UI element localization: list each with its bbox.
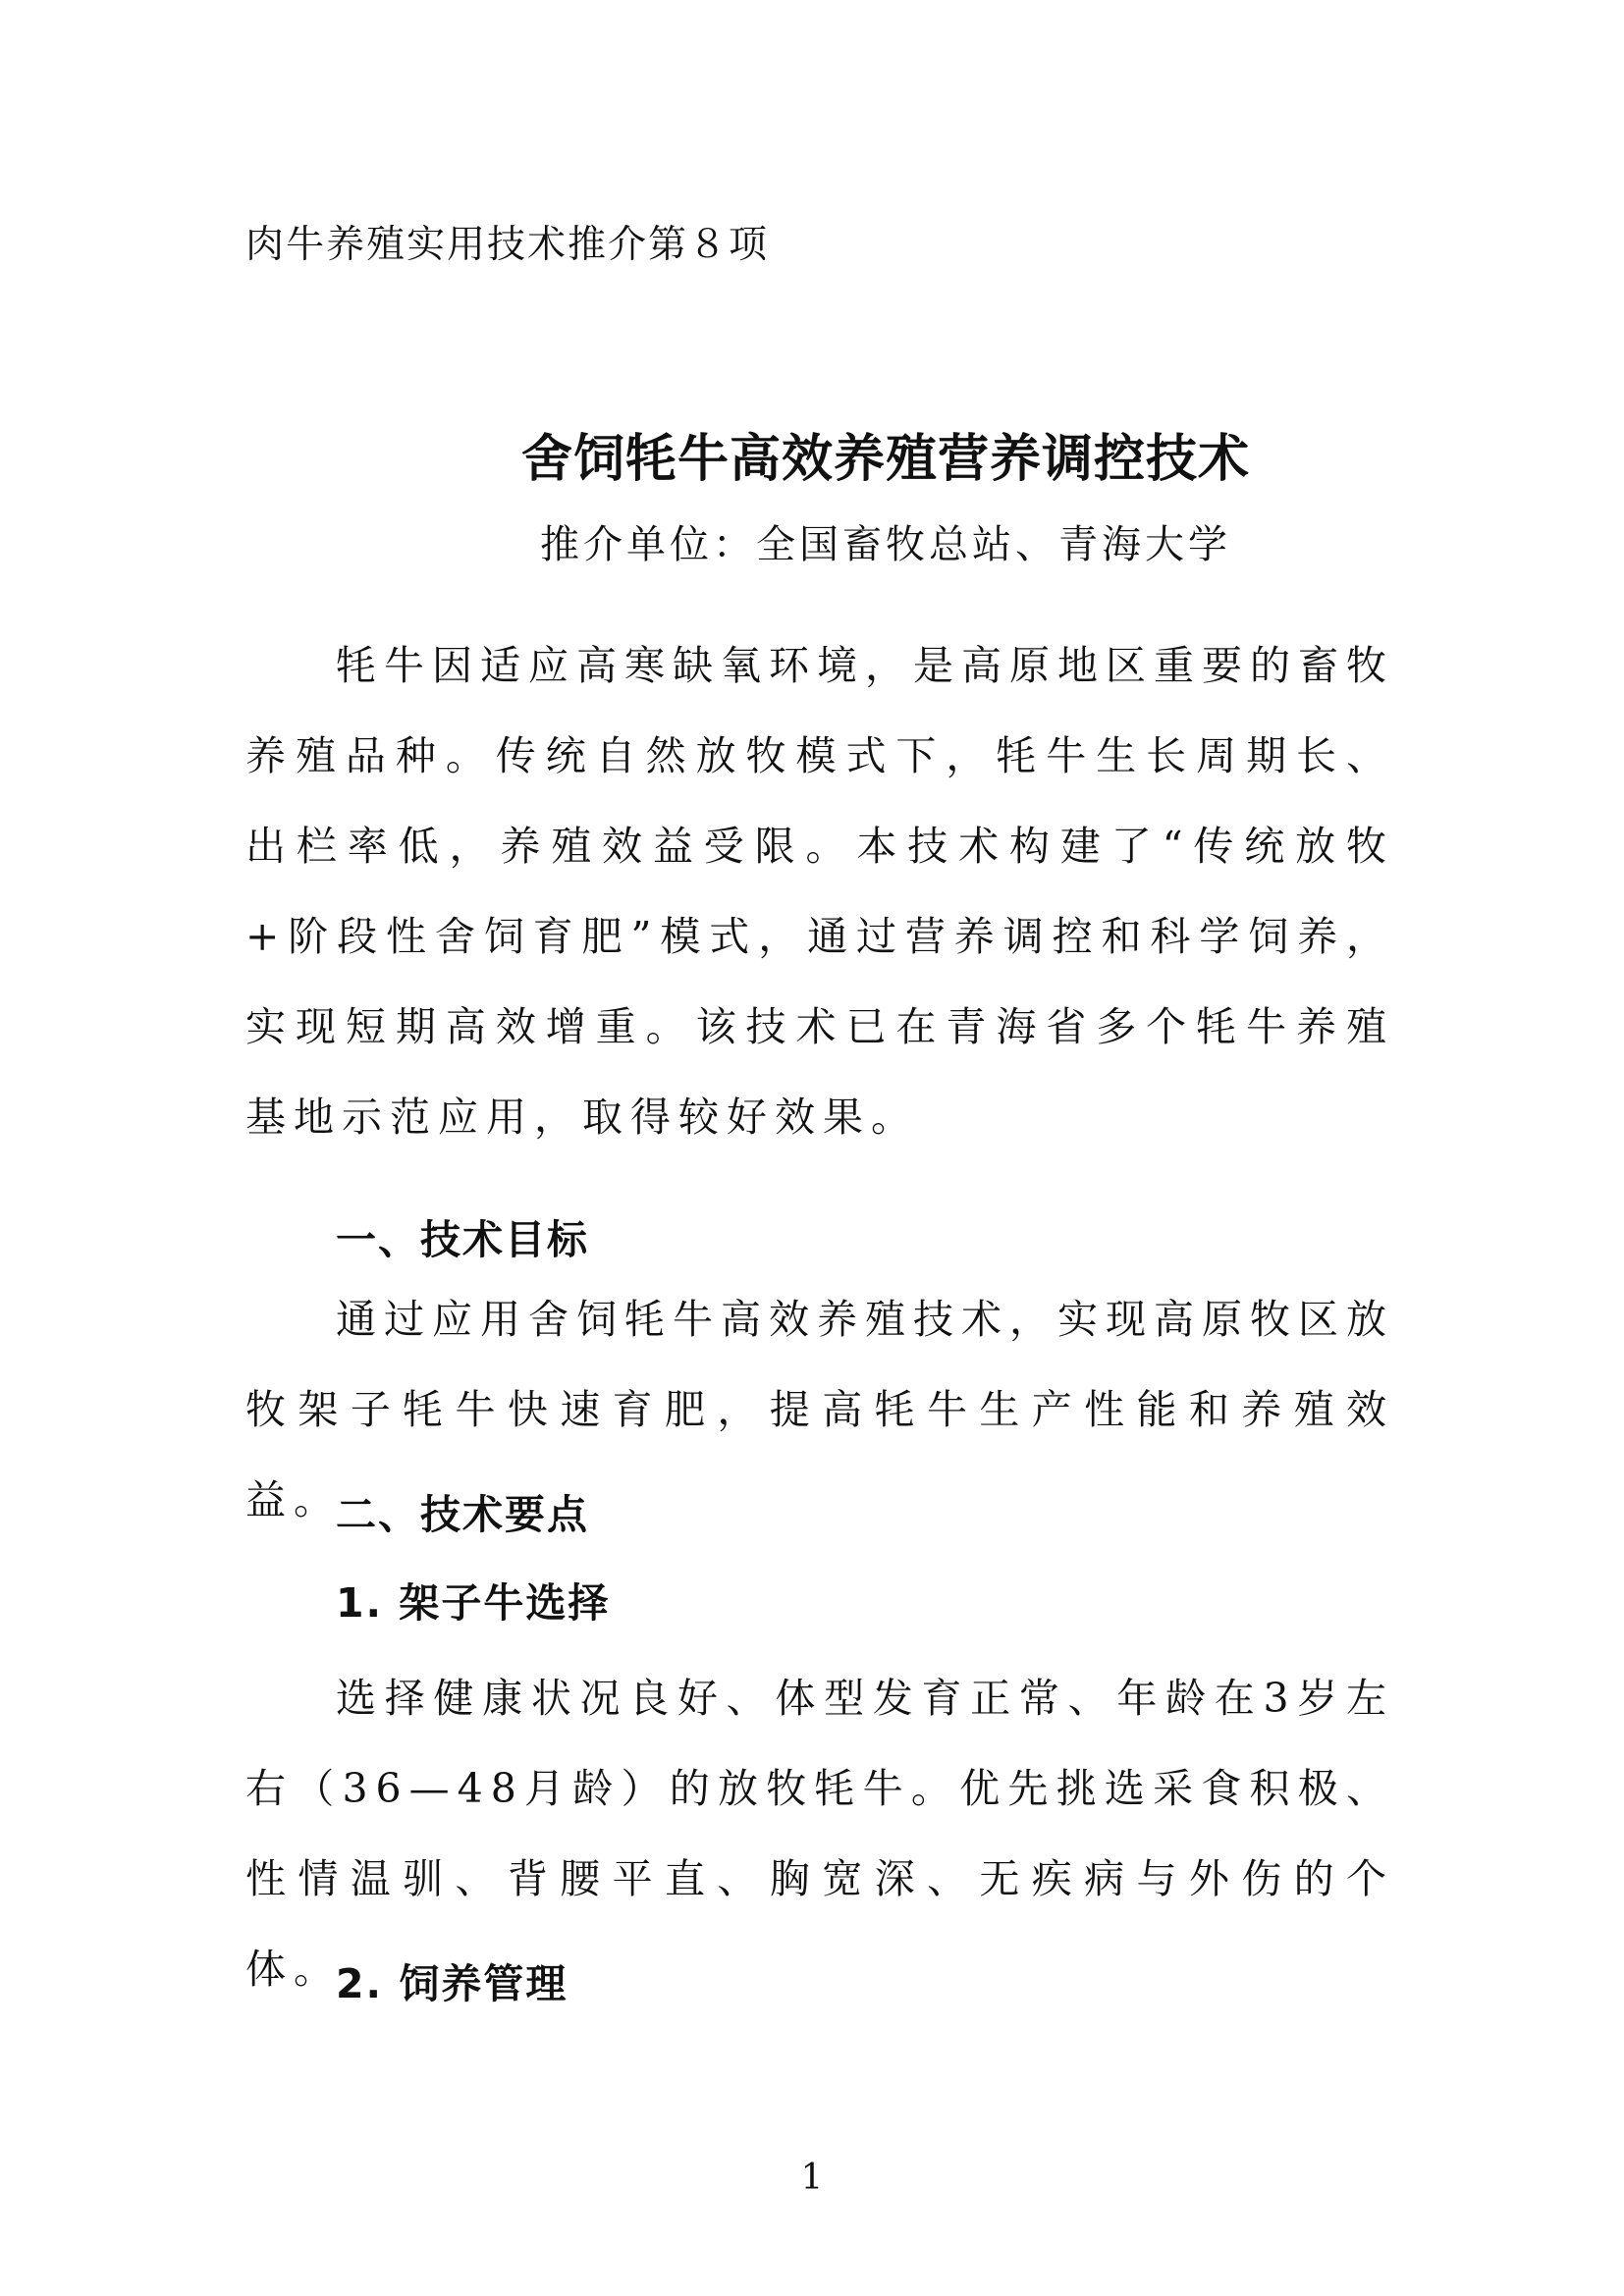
document-header: 肉牛养殖实用技术推介第８项 <box>245 223 770 267</box>
subsection-heading-selection: 1. 架子牛选择 <box>336 1579 611 1627</box>
page-number: 1 <box>800 2158 824 2198</box>
recommending-units: 推介单位：全国畜牧总站、青海大学 <box>540 522 1231 567</box>
selection-paragraph: 选择健康状况良好、体型发育正常、年龄在3岁左右（36—48月龄）的放牧牦牛。优先挑选采食积极、性情温驯、背腰平直、胸宽深、无疾病与外伤的个体。 <box>245 1675 1394 1993</box>
section-heading-key-points: 二、技术要点 <box>336 1491 589 1538</box>
section-heading-goals: 一、技术目标 <box>336 1216 589 1263</box>
subsection-heading-management: 2. 饲养管理 <box>336 1960 568 2007</box>
document-title: 舍饲牦牛高效养殖营养调控技术 <box>520 429 1250 489</box>
goals-paragraph: 通过应用舍饲牦牛高效养殖技术，实现高原牧区放牧架子牦牛快速育肥，提高牦牛生产性能和养殖效益。 <box>245 1296 1394 1523</box>
intro-paragraph: 牦牛因适应高寒缺氧环境，是高原地区重要的畜牧养殖品种。传统自然放牧模式下，牦牛生长周期长、出栏率低，养殖效益受限。本技术构建了“传统放牧+阶段性舍饲育肥”模式，通过营养调控和科学饲养，实现短期高效增重。该技术已在青海省多个牦牛养殖基地示范应用，取得较好效果。 <box>245 642 1394 1141</box>
